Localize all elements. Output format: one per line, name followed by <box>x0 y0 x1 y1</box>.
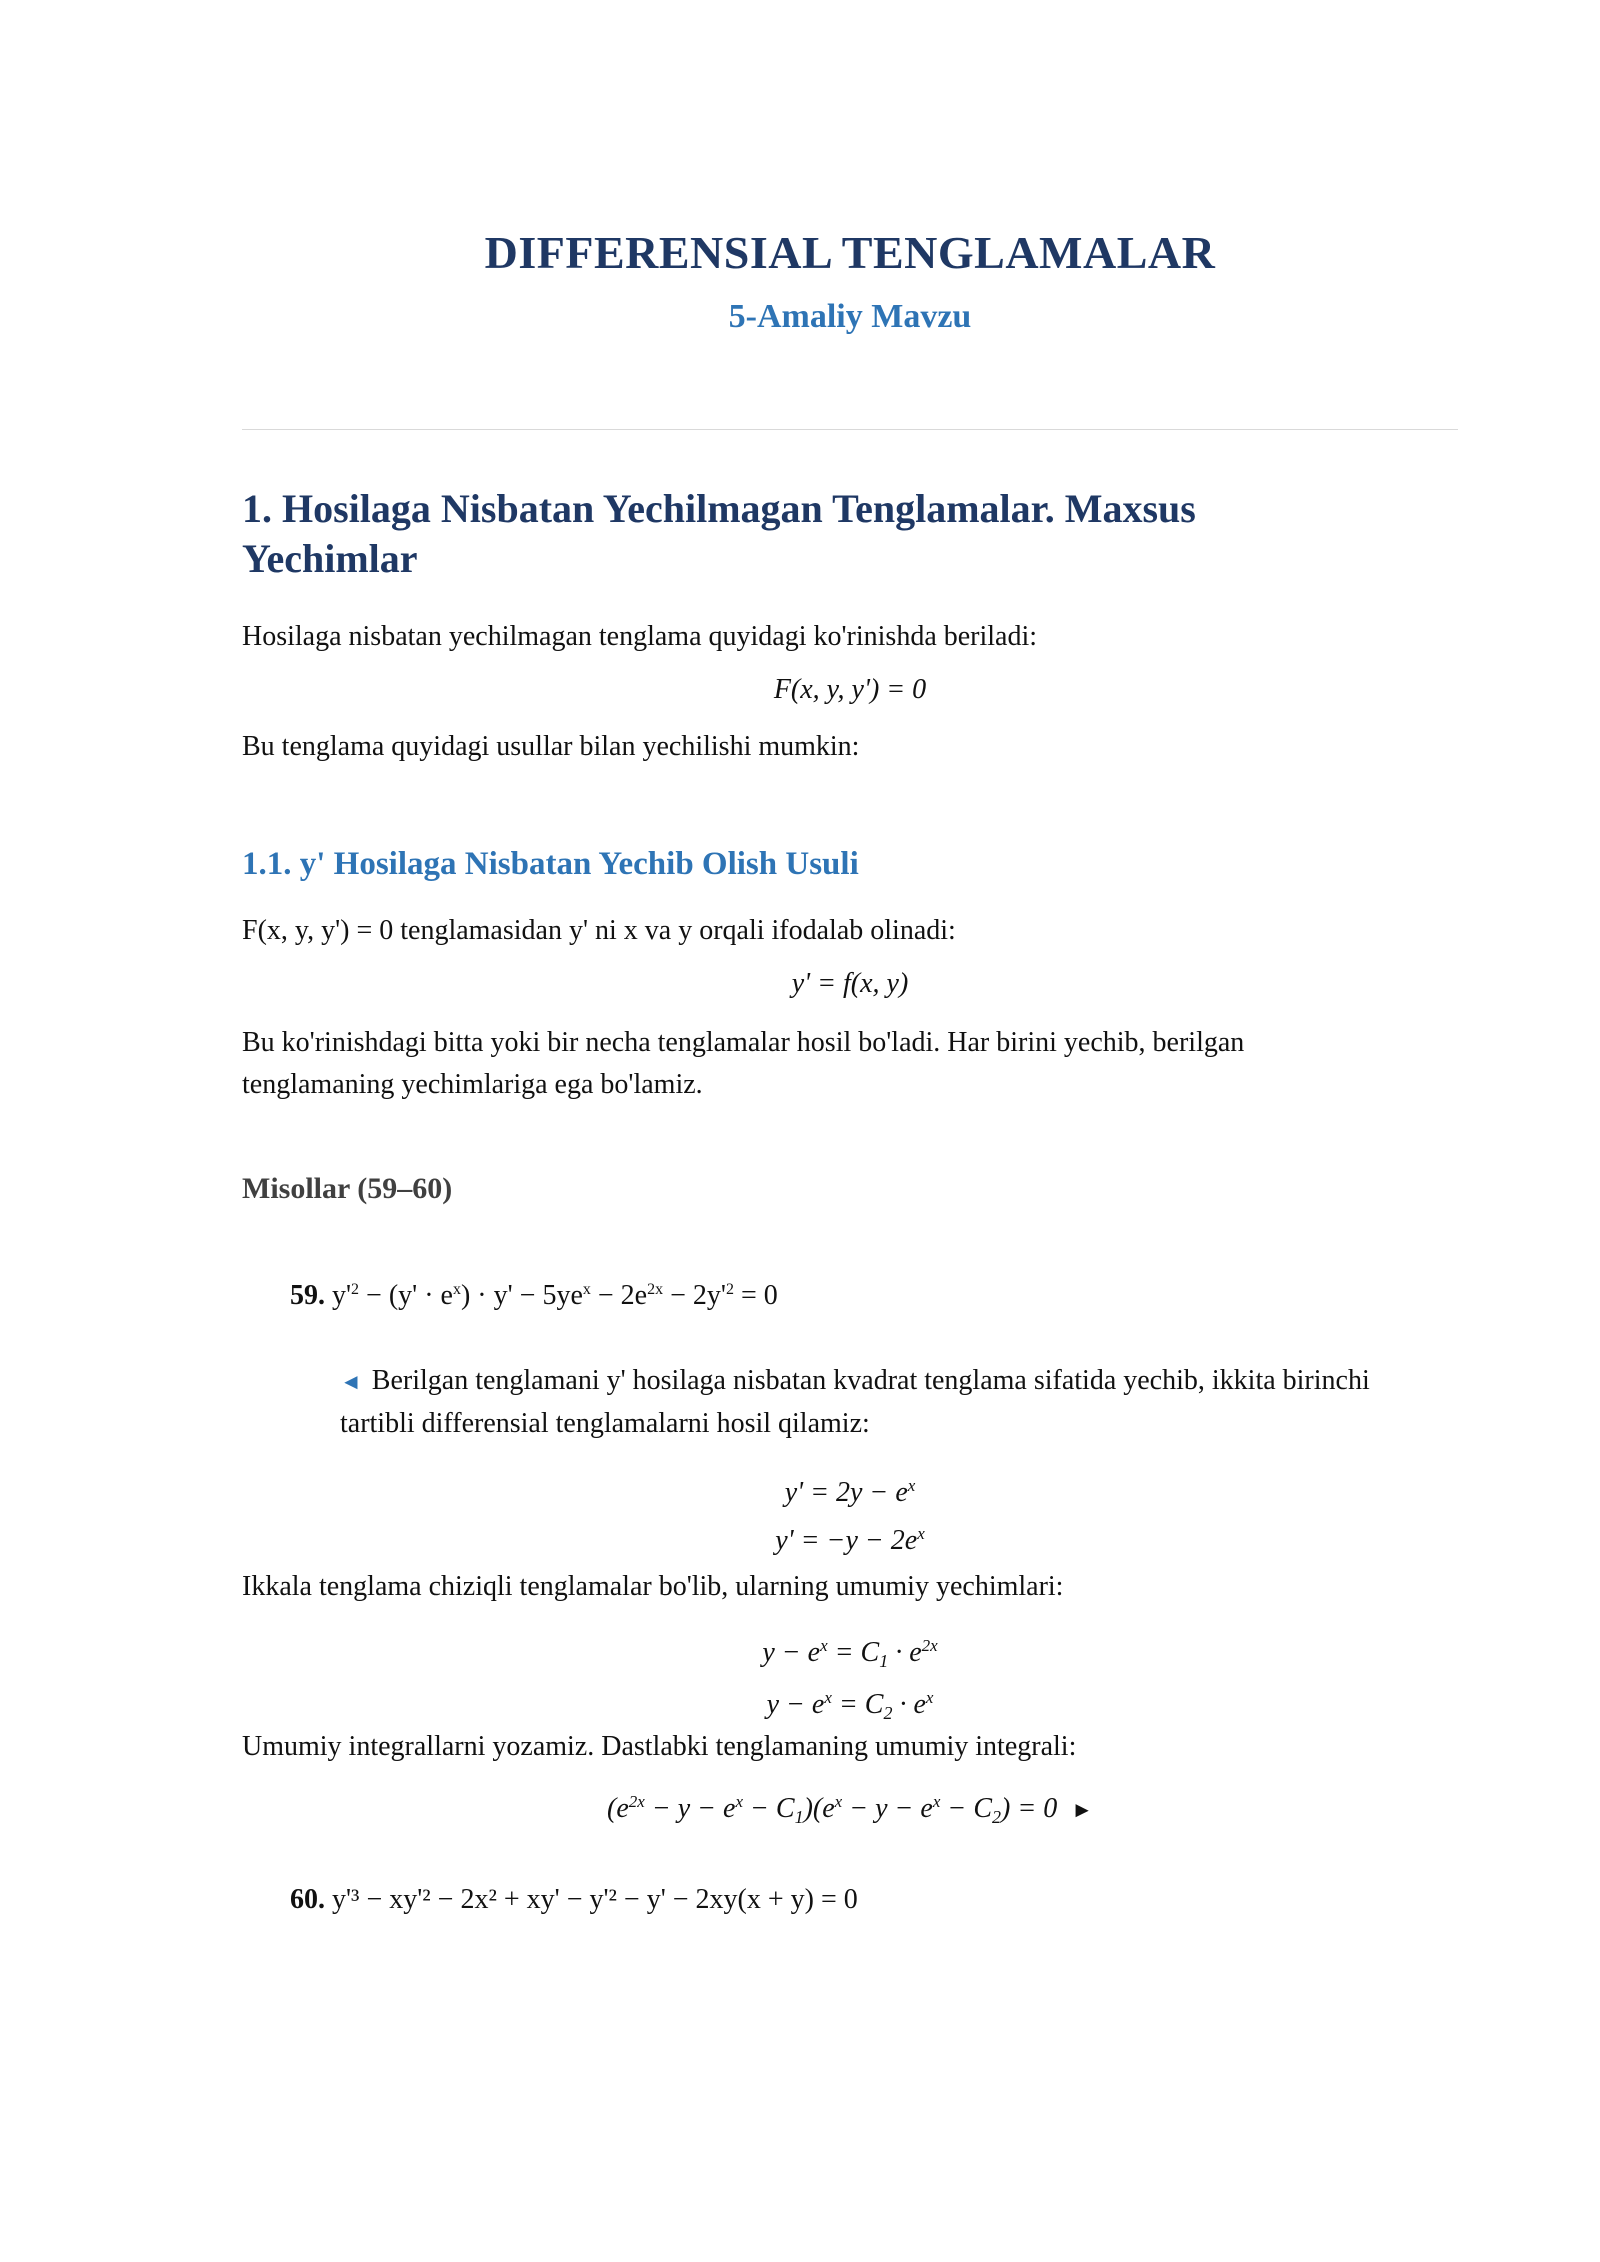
section-1-heading-line2: Yechimlar <box>242 536 418 581</box>
final-integral: $(e^{2x} - y - e^x - C_1)(e^x - y - e^x - C_2) = 0$ ► <box>607 1792 1093 1827</box>
document-subtitle: 5-Amaliy Mavzu <box>728 298 972 335</box>
section-1-heading <box>242 484 1392 584</box>
equation-a: $y' = 2y - e^x$ <box>784 1476 916 1508</box>
document-title: DIFFERENSIAL TENGLAMALAR <box>484 227 1216 278</box>
section-1-intro: Hosilaga nisbatan yechilmagan tenglama quyidagi ko'rinishda beriladi: <box>242 621 1038 652</box>
section-1-1-after-line2: tenglamaning yechimlariga ega bo'lamiz. <box>242 1069 703 1100</box>
problem-59-equation: $y'^2 - (y' \cdot e^x) \cdot y' - 5ye^x - 2e^{2x} - 2y'^2 = 0$ <box>332 1280 778 1311</box>
problem-59-solution-line1: Berilgan tenglamani y' hosilaga nisbatan kvadrat tenglama sifatida yechib, ikkita birinchi <box>371 1365 1370 1396</box>
problem-60 <box>290 1880 858 1920</box>
right-triangle-icon: ► <box>1071 1797 1093 1822</box>
problem-59 <box>290 1270 778 1316</box>
section-1-heading-line1: 1. Hosilaga Nisbatan Yechilmagan Tenglamalar. Maxsus <box>242 486 1196 531</box>
section-1-after: Bu tenglama quyidagi usullar bilan yechilishi mumkin: <box>242 731 860 762</box>
examples-heading: Misollar (59–60) <box>242 1172 453 1205</box>
horizontal-divider <box>242 429 1458 430</box>
problem-60-number: 60. <box>290 1884 325 1915</box>
section-1-1-intro: F(x, y, y') = 0 tenglamasidan y' ni x va y orqali ifodalab olinadi: <box>242 915 956 946</box>
solution-a: $y - e^x = C_1 \cdot e^{2x}$ <box>762 1636 938 1671</box>
problem-59-number: 59. <box>290 1280 325 1311</box>
section-1-1-after <box>242 1022 1458 1106</box>
section-1-1-formula: y' = f(x, y) <box>791 968 909 999</box>
left-triangle-icon: ◄ <box>340 1369 362 1394</box>
section-1-formula: F(x, y, y') = 0 <box>773 674 927 705</box>
section-1-1-after-line1: Bu ko'rinishdagi bitta yoki bir necha tenglamalar hosil bo'ladi. Har birini yechib, berilgan <box>242 1027 1245 1058</box>
section-1-1-heading: 1.1. y' Hosilaga Nisbatan Yechib Olish Usuli <box>242 846 859 882</box>
problem-59-solution-line2: tartibli differensial tenglamalarni hosil qilamiz: <box>340 1408 870 1439</box>
equation-b: $y' = -y - 2e^x$ <box>775 1524 925 1556</box>
problem-60-equation: y'³ − xy'² − 2x² + xy' − y'² − y' − 2xy(x + y) = 0 <box>332 1884 858 1915</box>
solution-b: $y - e^x = C_2 \cdot e^x$ <box>766 1688 934 1723</box>
linear-equations-text: Ikkala tenglama chiziqli tenglamalar bo'lib, ularning umumiy yechimlari: <box>242 1571 1064 1602</box>
problem-59-solution-text <box>340 1360 1440 1445</box>
general-integral-text: Umumiy integrallarni yozamiz. Dastlabki tenglamaning umumiy integrali: <box>242 1731 1077 1762</box>
